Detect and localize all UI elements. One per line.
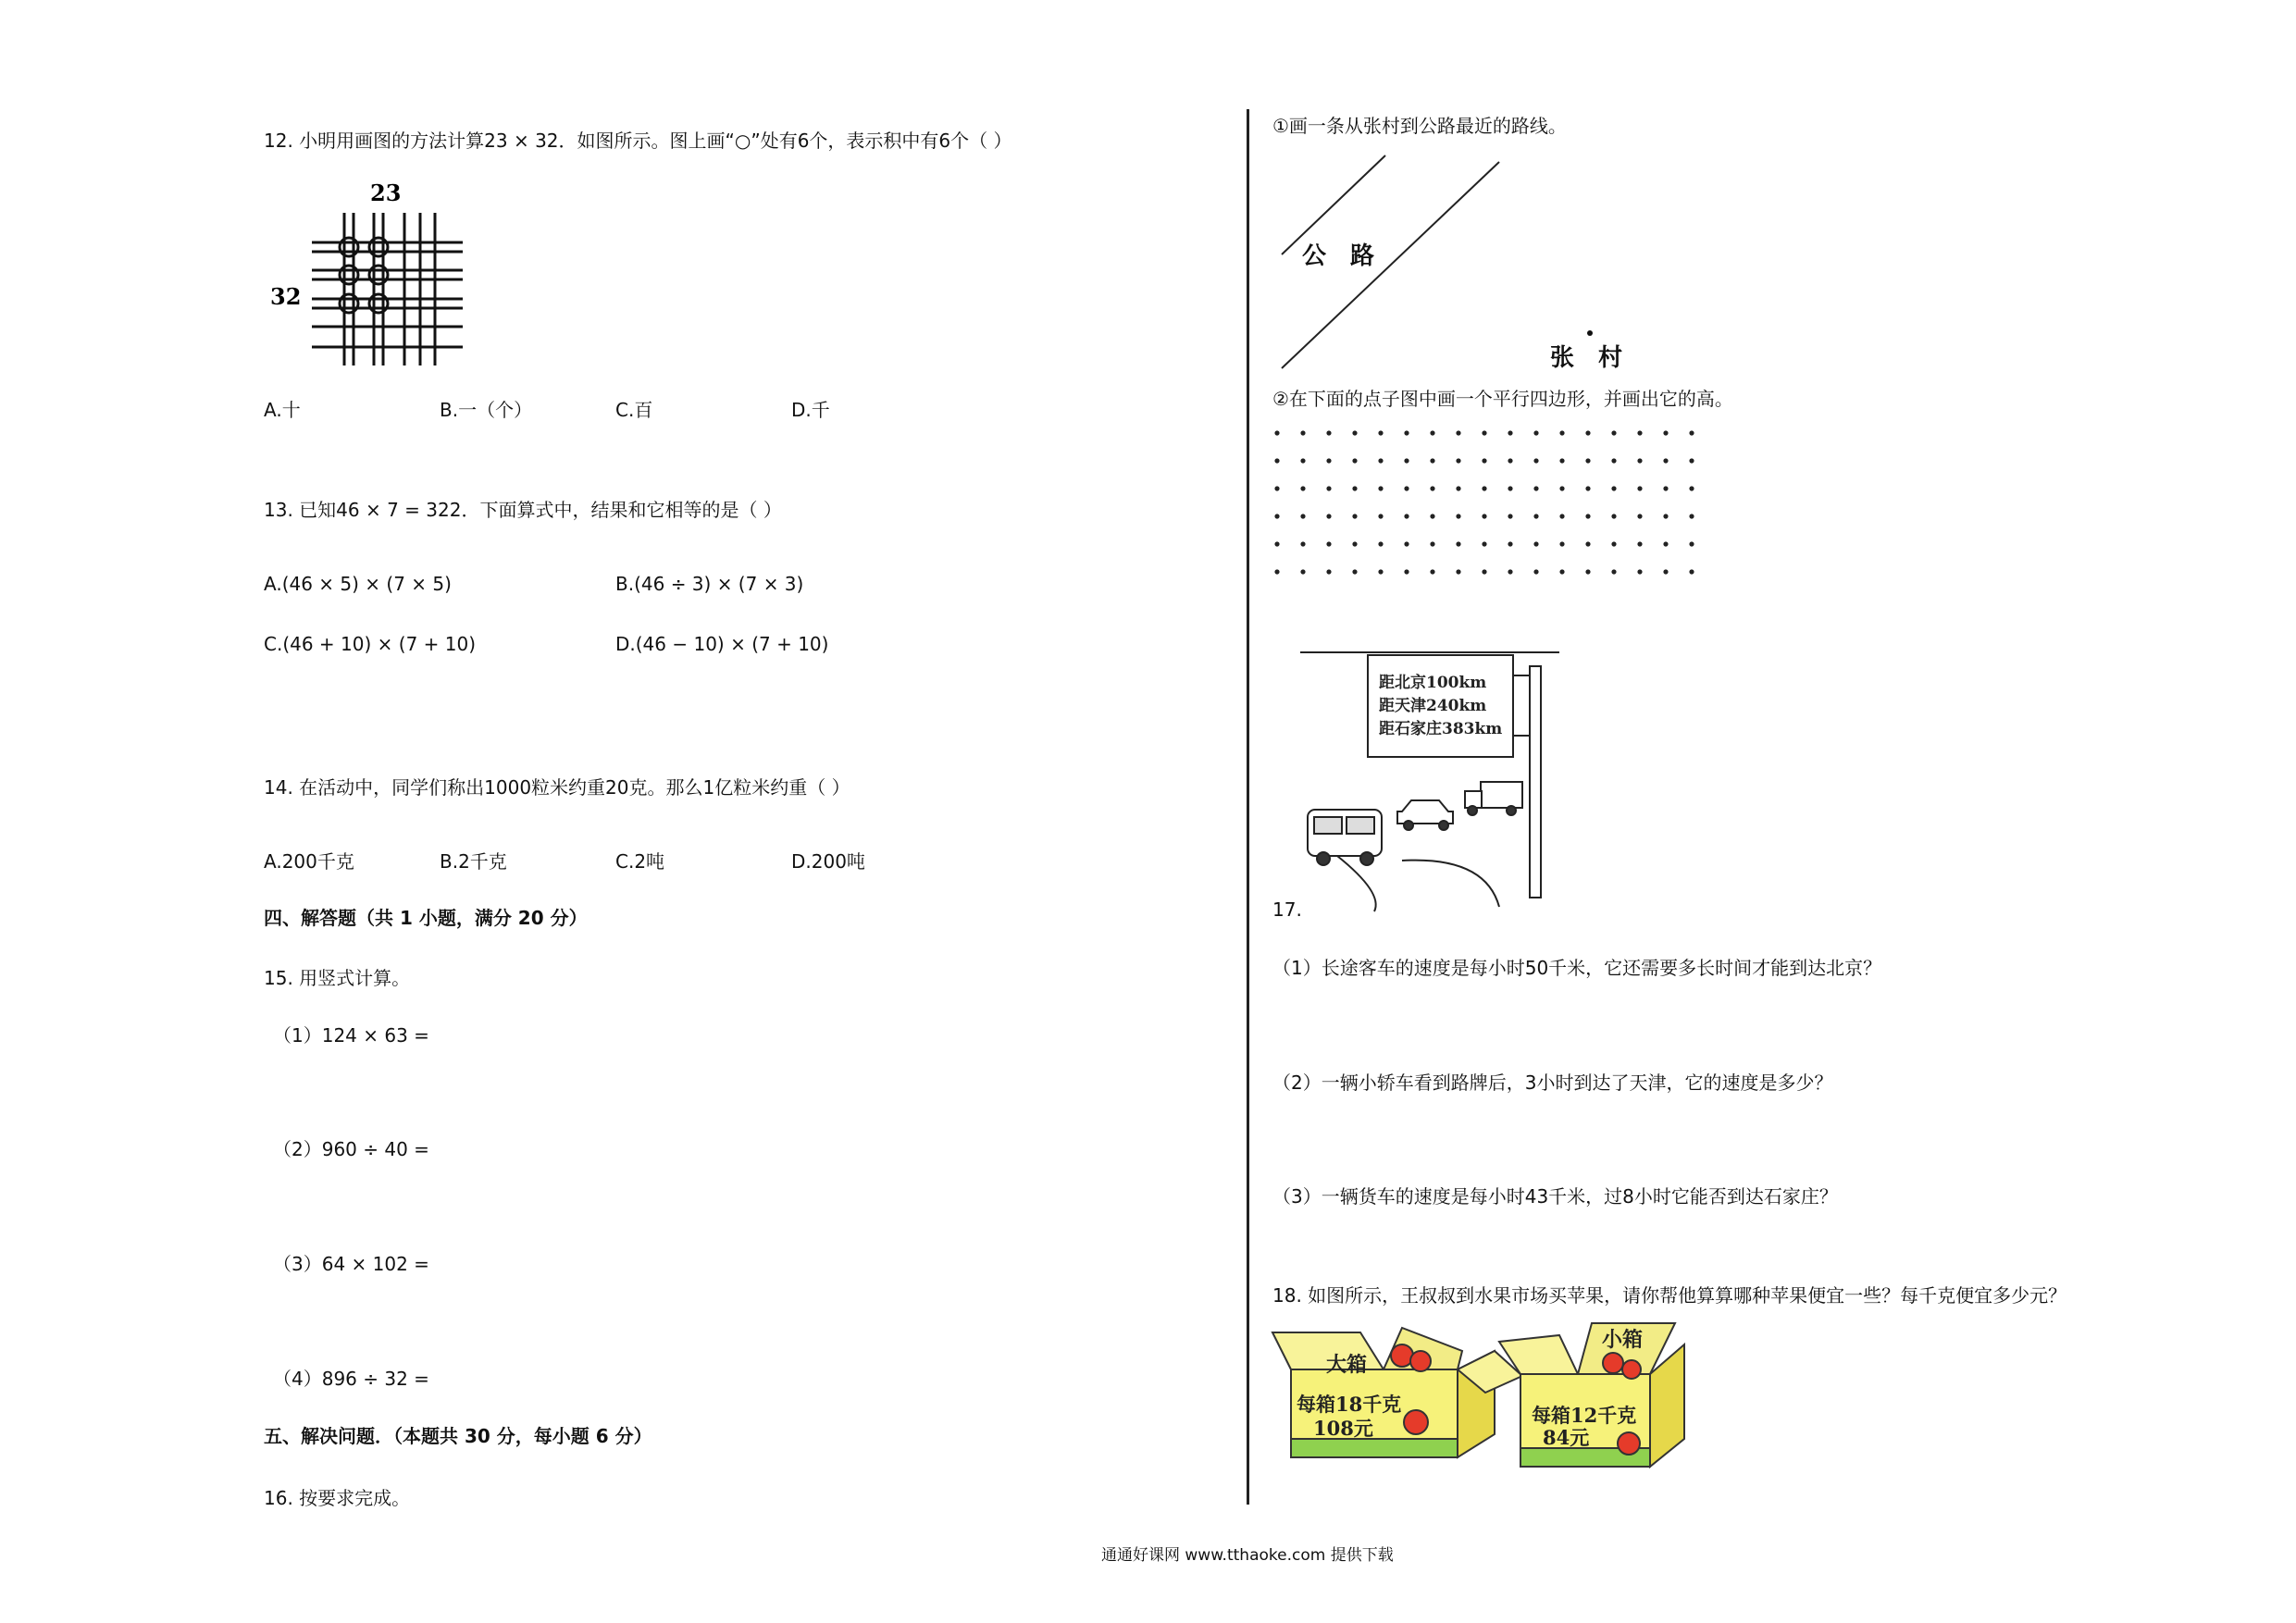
grid-dot (1637, 430, 1642, 435)
village-label: 张 村 (1550, 344, 1623, 372)
grid-dot (1482, 458, 1486, 463)
sign-line-1: 距北京100km (1379, 674, 1487, 692)
grid-dot (1637, 458, 1642, 463)
grid-dot (1508, 486, 1512, 490)
grid-dot (1533, 486, 1538, 490)
grid-dot (1508, 514, 1512, 518)
big-box-name: 大箱 (1326, 1353, 1368, 1377)
grid-dot (1456, 458, 1460, 463)
grid-dot (1482, 486, 1486, 490)
q14-option-c: C.2吨 (615, 850, 665, 873)
q18-stem: 18. 如图所示，王叔叔到水果市场买苹果，请你帮他算算哪种苹果便宜一些？每千克便宜多少元？ (1272, 1284, 2067, 1307)
village-point (1587, 330, 1593, 336)
grid-dot (1663, 486, 1668, 490)
grid-dot (1637, 514, 1642, 518)
grid-dot (1430, 430, 1434, 435)
road-edge-upper (1282, 155, 1385, 254)
q16-stem: 16. 按要求完成。 (264, 1487, 411, 1509)
grid-dot (1663, 514, 1668, 518)
grid-dot (1300, 430, 1305, 435)
sign-line-2: 距天津240km (1379, 697, 1487, 715)
grid-dot (1611, 569, 1616, 574)
q15-item-1: （1）124 × 63 = (273, 1024, 429, 1047)
sign-pole (1530, 666, 1541, 898)
grid-dot (1456, 541, 1460, 546)
column-divider (1247, 109, 1249, 1505)
q12-option-c: C.百 (615, 399, 653, 421)
grid-dot (1404, 486, 1409, 490)
grid-dot (1663, 569, 1668, 574)
grid-dot (1404, 514, 1409, 518)
grid-dot (1585, 569, 1590, 574)
grid-dot (1508, 569, 1512, 574)
grid-dot (1326, 514, 1331, 518)
grid-dot (1637, 541, 1642, 546)
q15-item-3: （3）64 × 102 = (273, 1253, 429, 1275)
grid-dot (1689, 430, 1694, 435)
grid-dot (1404, 430, 1409, 435)
grid-dot (1585, 514, 1590, 518)
grid-dot (1559, 569, 1564, 574)
q14-stem: 14. 在活动中，同学们称出1000粒米约重20克。那么1亿粒米约重（ ） (264, 776, 850, 799)
q15-stem: 15. 用竖式计算。 (264, 967, 411, 989)
grid-dot (1404, 541, 1409, 546)
grid-dot (1378, 569, 1383, 574)
grid-dot (1482, 541, 1486, 546)
grid-dot (1559, 430, 1564, 435)
grid-dot (1326, 430, 1331, 435)
grid-dot (1482, 514, 1486, 518)
small-box-weight: 每箱12千克 (1532, 1404, 1637, 1427)
grid-dot (1326, 569, 1331, 574)
grid-top-label: 23 (370, 180, 402, 206)
section4-heading: 四、解答题（共 1 小题，满分 20 分） (264, 907, 588, 929)
grid-dot (1508, 541, 1512, 546)
grid-dot (1378, 541, 1383, 546)
grid-dot (1482, 430, 1486, 435)
grid-dot (1585, 458, 1590, 463)
grid-dot (1689, 486, 1694, 490)
road-label: 公 路 (1302, 242, 1375, 270)
grid-dot (1689, 569, 1694, 574)
grid-dot (1482, 569, 1486, 574)
grid-dot (1430, 541, 1434, 546)
q17-question-1: （1）长途客车的速度是每小时50千米，它还需要多长时间才能到达北京？ (1272, 957, 1882, 979)
grid-dot (1300, 541, 1305, 546)
grid-dot (1326, 486, 1331, 490)
grid-dot (1456, 430, 1460, 435)
grid-dot (1533, 541, 1538, 546)
page-footer: 通通好课网 www.tthaoke.com 提供下载 (1101, 1546, 1394, 1565)
grid-dot (1378, 430, 1383, 435)
section5-heading: 五、解决问题．（本题共 30 分，每小题 6 分） (264, 1425, 652, 1447)
q17-number: 17. (1272, 898, 1302, 921)
grid-dot (1663, 458, 1668, 463)
q12-option-a: A.十 (264, 399, 301, 421)
grid-dot (1378, 486, 1383, 490)
grid-dot (1404, 458, 1409, 463)
q16-part1: ①画一条从张村到公路最近的路线。 (1272, 115, 1567, 137)
grid-dot (1559, 541, 1564, 546)
q12-stem: 12. 小明用画图的方法计算23 × 32．如图所示。图上画“○”处有6个，表示积中有6个（ ） (264, 130, 1012, 152)
car-icon (1397, 800, 1453, 830)
grid-dot (1430, 514, 1434, 518)
grid-dot (1456, 569, 1460, 574)
grid-dot (1611, 458, 1616, 463)
q14-option-b: B.2千克 (440, 850, 507, 873)
grid-dot (1300, 569, 1305, 574)
grid-dot (1352, 541, 1357, 546)
grid-dot (1300, 458, 1305, 463)
grid-dot (1585, 430, 1590, 435)
grid-dot (1663, 430, 1668, 435)
grid-dot (1611, 541, 1616, 546)
grid-dot (1274, 486, 1279, 490)
grid-dot (1274, 541, 1279, 546)
grid-dot (1352, 486, 1357, 490)
q17-question-3: （3）一辆货车的速度是每小时43千米，过8小时它能否到达石家庄？ (1272, 1185, 1838, 1208)
grid-dot (1378, 458, 1383, 463)
big-box-price: 108元 (1313, 1417, 1373, 1440)
grid-dot (1300, 486, 1305, 490)
q13-option-a: A.(46 × 5) × (7 × 5) (264, 573, 452, 595)
grid-dot (1274, 430, 1279, 435)
grid-dot (1430, 458, 1434, 463)
grid-dot (1533, 458, 1538, 463)
grid-dot (1456, 486, 1460, 490)
q13-stem: 13. 已知46 × 7 = 322．下面算式中，结果和它相等的是（ ） (264, 499, 782, 521)
q13-option-c: C.(46 + 10) × (7 + 10) (264, 633, 477, 655)
grid-dot (1274, 569, 1279, 574)
q15-item-4: （4）896 ÷ 32 = (273, 1368, 429, 1390)
grid-dot (1533, 430, 1538, 435)
small-apple-box (1499, 1323, 1684, 1467)
grid-dot (1430, 569, 1434, 574)
grid-dot (1689, 541, 1694, 546)
grid-dot (1637, 569, 1642, 574)
q13-option-d: D.(46 − 10) × (7 + 10) (615, 633, 829, 655)
truck-icon (1465, 782, 1522, 815)
grid-dot (1611, 486, 1616, 490)
grid-dot (1533, 514, 1538, 518)
q13-option-b: B.(46 ÷ 3) × (7 × 3) (615, 573, 804, 595)
grid-dot (1533, 569, 1538, 574)
grid-dot (1508, 430, 1512, 435)
road-village-figure (1272, 148, 1698, 379)
small-box-name: 小箱 (1602, 1328, 1644, 1352)
grid-dot (1378, 514, 1383, 518)
grid-dot (1611, 430, 1616, 435)
small-box-price: 84元 (1543, 1426, 1590, 1449)
big-box-weight: 每箱18千克 (1297, 1393, 1402, 1416)
q15-item-2: （2）960 ÷ 40 = (273, 1138, 429, 1160)
grid-dot (1559, 486, 1564, 490)
sign-line-3: 距石家庄383km (1379, 720, 1503, 738)
apple-boxes-figure (1272, 1319, 1717, 1481)
grid-dot (1508, 458, 1512, 463)
dot-grid (1268, 426, 1712, 583)
grid-dot (1663, 541, 1668, 546)
grid-dot (1352, 514, 1357, 518)
grid-dot (1326, 458, 1331, 463)
q12-option-b: B.一（个） (440, 399, 533, 421)
grid-dot (1559, 514, 1564, 518)
grid-dot (1585, 541, 1590, 546)
grid-dot (1456, 514, 1460, 518)
q12-option-d: D.千 (791, 399, 830, 421)
q12-grid-figure (261, 180, 465, 375)
grid-dot (1274, 514, 1279, 518)
grid-dot (1326, 541, 1331, 546)
grid-dot (1689, 514, 1694, 518)
q14-option-a: A.200千克 (264, 850, 354, 873)
q14-option-d: D.200吨 (791, 850, 865, 873)
grid-dot (1352, 569, 1357, 574)
grid-dot (1611, 514, 1616, 518)
grid-dot (1559, 458, 1564, 463)
grid-dot (1689, 458, 1694, 463)
grid-dot (1274, 458, 1279, 463)
grid-dot (1637, 486, 1642, 490)
road-sign-scene (1300, 643, 1578, 911)
grid-dot (1300, 514, 1305, 518)
bus-icon (1308, 810, 1382, 865)
grid-dot (1430, 486, 1434, 490)
q17-question-2: （2）一辆小轿车看到路牌后，3小时到达了天津，它的速度是多少？ (1272, 1072, 1833, 1094)
grid-left-label: 32 (270, 283, 302, 310)
grid-dot (1585, 486, 1590, 490)
grid-dot (1352, 430, 1357, 435)
grid-dot (1352, 458, 1357, 463)
grid-dot (1404, 569, 1409, 574)
q16-part2: ②在下面的点子图中画一个平行四边形，并画出它的高。 (1272, 388, 1733, 410)
